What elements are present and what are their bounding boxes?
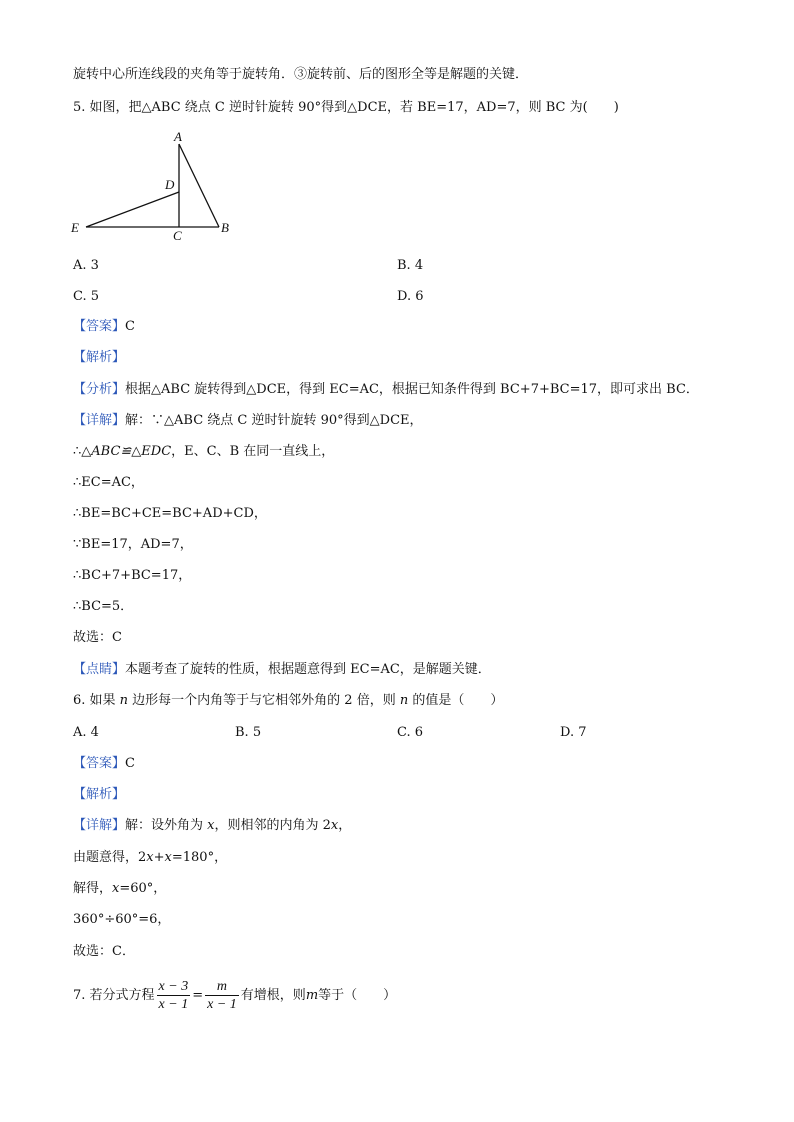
answer-tag: 【答案】 [73,756,126,771]
q6-analysis-tag: 【解析】 [73,787,126,802]
q6-stem: 6. 如果 n 边形每一个内角等于与它相邻外角的 2 倍，则 n 的值是（ ） [73,693,504,708]
q5-step6: ∴BC=5． [73,599,134,614]
q5-step4: ∵BE=17，AD=7， [73,537,193,552]
label-B: B [221,220,229,235]
q6-solve: 解得，x=60°， [73,881,167,896]
q5-option-a: A. 3 [73,258,99,273]
q5-detail [73,412,423,430]
q5-step3: ∴BE=BC+CE=BC+AD+CD， [73,506,267,521]
q7-stem: 7. 若分式方程 $\frac{x - 3}{x - 1}$ = $\frac{m}{x - 1}$ 有增根，则m等于（ ） [73,979,397,1012]
answer-value: C [125,756,135,771]
q5-dianjing [73,661,491,679]
q6-equation: 由题意得，2x+x=180°， [73,850,228,865]
fenxi-text: 根据△ABC 旋转得到△DCE，得到 EC=AC，根据已知条件得到 BC+7+BC=17，即可求出 BC． [125,382,699,397]
intro-line: 旋转中心所连线段的夹角等于旋转角．③旋转前、后的图形全等是解题的关键． [73,67,529,82]
fraction-left: $\frac{x - 3}{x - 1}$ [158,979,189,1012]
fenxi-tag: 【分析】 [73,382,126,397]
q6-choose: 故选：C． [73,944,135,959]
q5-option-d: D. 6 [397,289,424,304]
dianjing-tag: 【点睛】 [73,662,126,677]
q5-choose: 故选：C [73,630,122,645]
q5-step2: ∴EC=AC， [73,475,144,490]
detail-tag: 【详解】 [73,818,126,833]
triangle-figure [66,126,246,244]
q5-step1: ∴△ABC≌△EDC，E、C、B 在同一直线上， [73,444,335,459]
q5-fenxi [73,381,699,399]
detail-text: 解：∵△ABC 绕点 C 逆时针旋转 90°得到△DCE， [125,413,423,428]
q6-option-c: C. 6 [397,725,424,740]
q6-option-b: B. 5 [235,725,262,740]
label-E: E [71,220,79,235]
detail-tag: 【详解】 [73,413,126,428]
segment-ED [86,192,179,227]
fraction-right: $\frac{m}{x - 1}$ [207,979,237,1012]
q5-step5: ∴BC+7+BC=17， [73,568,192,583]
label-D: D [165,177,175,192]
label-A: A [174,129,182,144]
q6-option-d: D. 7 [560,725,587,740]
dianjing-text: 本题考查了旋转的性质，根据题意得到 EC=AC，是解题关键． [125,662,491,677]
segment-AB [179,144,219,227]
q6-detail: 【详解】解：设外角为 x，则相邻的内角为 2x， [73,818,352,833]
q5-stem: 5. 如图，把△ABC 绕点 C 逆时针旋转 90°得到△DCE，若 BE=17，AD=7，则 BC 为( ) [73,100,619,115]
congruence-expression: △ABC≌△EDC [81,444,172,459]
answer-value: C [125,319,135,334]
q5-analysis-tag: 【解析】 [73,350,126,365]
q6-answer [73,755,135,773]
q6-division: 360°÷60°=6， [73,912,171,927]
q5-answer [73,318,135,336]
q5-option-b: B. 4 [397,258,424,273]
label-C: C [173,228,182,243]
q6-option-a: A. 4 [73,725,99,740]
answer-tag: 【答案】 [73,319,126,334]
q5-option-c: C. 5 [73,289,100,304]
